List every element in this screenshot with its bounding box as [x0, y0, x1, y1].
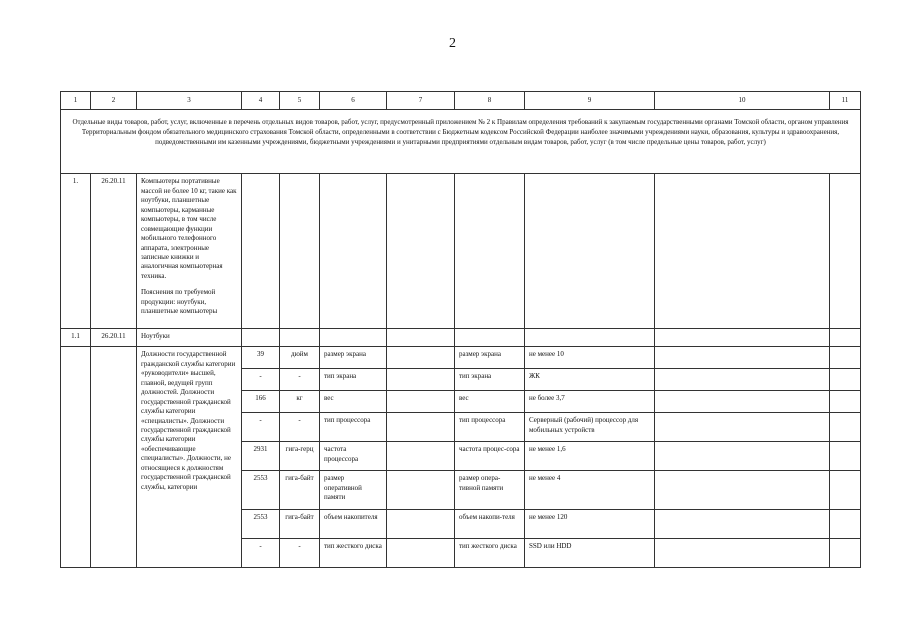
characteristic: частота процес-сора [455, 442, 525, 471]
characteristic: вес [320, 391, 387, 413]
unit: гига-байт [280, 471, 320, 510]
value: не менее 10 [525, 347, 655, 369]
column-number-row [61, 92, 861, 110]
item-note: Пояснения по требуемой продукции: ноутбуки, планшетные компьютеры [141, 288, 218, 316]
characteristic: объем накопителя [320, 510, 387, 539]
column-number: 11 [830, 92, 861, 110]
item-1-1-row [61, 329, 861, 347]
characteristic: размер экрана [320, 347, 387, 369]
value: не менее 4 [525, 471, 655, 510]
column-number: 10 [655, 92, 830, 110]
characteristic: размер экрана [455, 347, 525, 369]
unit: гига-байт [280, 510, 320, 539]
okei-code: - [242, 369, 280, 391]
column-number: 9 [525, 92, 655, 110]
item-name: Ноутбуки [137, 329, 242, 347]
item-description [137, 174, 242, 329]
value: не менее 1,6 [525, 442, 655, 471]
characteristic: тип жесткого диска [455, 539, 525, 568]
column-number: 7 [387, 92, 455, 110]
okei-code: 2931 [242, 442, 280, 471]
characteristic: размер опера-тивной памяти [455, 471, 525, 510]
characteristic: тип экрана [320, 369, 387, 391]
column-number: 2 [91, 92, 137, 110]
okei-code: 166 [242, 391, 280, 413]
requirements-table [60, 91, 861, 568]
value: Серверный (рабочий) процессор для мобильных устройств [525, 413, 655, 442]
value: SSD или HDD [525, 539, 655, 568]
okpd-code: 26.20.11 [91, 174, 137, 329]
unit: дюйм [280, 347, 320, 369]
value: не более 3,7 [525, 391, 655, 413]
unit: - [280, 413, 320, 442]
item-number: 1.1 [61, 329, 91, 347]
characteristic: размер оперативной памяти [320, 471, 387, 510]
unit: гига-герц [280, 442, 320, 471]
value: не менее 120 [525, 510, 655, 539]
page-number: 2 [449, 36, 456, 51]
okpd-code: 26.20.11 [91, 329, 137, 347]
section-title-row [61, 110, 861, 174]
okei-code: 2553 [242, 510, 280, 539]
value: ЖК [525, 369, 655, 391]
okei-code: 39 [242, 347, 280, 369]
table-row [61, 347, 861, 369]
characteristic: тип экрана [455, 369, 525, 391]
column-number: 8 [455, 92, 525, 110]
column-number: 3 [137, 92, 242, 110]
column-number: 1 [61, 92, 91, 110]
characteristic: тип процессора [455, 413, 525, 442]
item-1-row [61, 174, 861, 329]
item-number: 1. [61, 174, 91, 329]
characteristic: тип жесткого диска [320, 539, 387, 568]
unit: - [280, 539, 320, 568]
characteristic: тип процессора [320, 413, 387, 442]
okei-code: - [242, 539, 280, 568]
characteristic: вес [455, 391, 525, 413]
characteristic: частота процессора [320, 442, 387, 471]
section-title: Отдельные виды товаров, работ, услуг, включенные в перечень отдельных видов товаров, работ, услуг, предусмотренный приложением № 2 к Правилам определения требований к закупаемым государственными органами Томской области, органом управления Территориальным фондом обязательного медицинского страхования Томской области, определенными в соответствии с Бюджетным кодексом Российской Федерации наиболее значимыми учреждениями науки, образования, культуры и здравоохранения, подведомственными им казенными учреждениями, бюджетными учреждениями и унитарными предприятиями отдельным видам товаров, работ, услуг (в том числе предельные цены товаров, работ, услуг) [61, 110, 861, 174]
column-number: 4 [242, 92, 280, 110]
item-name: Компьютеры портативные массой не более 10 кг, такие как ноутбуки, планшетные компьютеры, карманные компьютеры, в том числе совмещающие функции мобильного телефонного аппарата, электронные записные книжки и аналогичная компьютерная техника. [141, 177, 237, 280]
column-number: 5 [280, 92, 320, 110]
unit: - [280, 369, 320, 391]
okei-code: - [242, 413, 280, 442]
positions-cell: Должности государственной гражданской службы категории «руководители» высшей, главной, ведущей групп должностей. Должности государственной гражданской службы категории «специалисты». Должности государственной гражданской службы категории «обеспечивающие специалисты». Должности, не относящиеся к должностям государственной гражданской службы, категории [137, 347, 242, 568]
characteristic: объем накопи-теля [455, 510, 525, 539]
okei-code: 2553 [242, 471, 280, 510]
unit: кг [280, 391, 320, 413]
column-number: 6 [320, 92, 387, 110]
